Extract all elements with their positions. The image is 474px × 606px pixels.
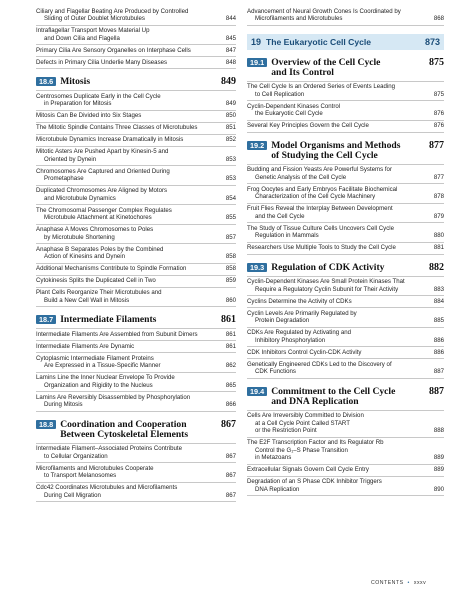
- entry-title-line: CDKs Are Regulated by Activating and: [247, 329, 351, 336]
- toc-entry: [247, 121, 444, 133]
- entry-title: [36, 277, 220, 285]
- entry-title: [36, 148, 220, 163]
- entry-title-line: Cyclin-Dependent Kinases Control: [247, 102, 341, 110]
- entry-page-number: 883: [433, 285, 444, 293]
- entry-title: [36, 374, 220, 389]
- section-page-number: 849: [221, 76, 236, 87]
- section-heading: [36, 73, 236, 91]
- section-title-line: Coordination and Cooperation: [60, 418, 187, 430]
- entry-title: [36, 465, 220, 480]
- entry-title: [247, 310, 428, 325]
- toc-entry: [36, 205, 236, 225]
- entry-title: [247, 225, 428, 240]
- entry-title-continued: Microtubule Attachment at Kinetochores: [44, 214, 152, 221]
- toc-entry: [36, 483, 236, 503]
- entry-title-line: Defects in Primary Cilia Underlie Many Diseases: [36, 58, 168, 66]
- entry-title-continued: by Microtubule Shortening: [44, 233, 115, 241]
- entry-title-continued: During Mitosis: [44, 401, 83, 408]
- entry-title-continued: in Preparation for Mitosis: [44, 100, 112, 107]
- section-heading: [36, 416, 236, 444]
- section-number-badge: 19.3: [247, 263, 267, 272]
- entry-title-continued: Genetic Analysis of the Cell Cycle: [255, 173, 347, 181]
- section-title: [271, 263, 429, 273]
- entry-title-continued: and the Cell Cycle: [255, 212, 305, 220]
- section-title: [60, 77, 221, 87]
- toc-entry: [247, 347, 444, 359]
- entry-title-line: Microfilaments and Microtubules Cooperate: [36, 464, 154, 472]
- entry-page-number: 844: [225, 15, 236, 22]
- entry-title-continued: Prometaphase: [44, 175, 84, 182]
- entry-title-continued: Require a Regulatory Cyclin Subunit for Their Activity: [255, 285, 399, 293]
- entry-page-number: 853: [225, 155, 236, 163]
- chapter-number: 19: [251, 36, 262, 47]
- entry-title-continued: and Down Cilia and Flagella: [44, 34, 120, 42]
- section-page-number: 887: [429, 385, 444, 397]
- chapter-banner: [247, 34, 444, 50]
- section-title-continued: Between Cytoskeletal Elements: [60, 428, 189, 440]
- entry-title-line: Lamins Are Reversibly Disassembled by Phosphorylation: [36, 393, 191, 401]
- entry-title-continued: in Metazoans: [255, 454, 292, 461]
- toc-entry: [36, 373, 236, 393]
- toc-entry: [36, 186, 236, 206]
- right-column: [247, 6, 444, 496]
- entry-page-number: 878: [433, 193, 444, 200]
- entry-title: [36, 112, 220, 120]
- entry-title: [36, 484, 220, 499]
- section-title-line: Mitosis: [60, 76, 91, 87]
- entry-title: [36, 168, 220, 183]
- toc-entry: [247, 82, 444, 102]
- entry-page-number: 881: [433, 244, 444, 251]
- entry-title-continued: Oriented by Dynein: [44, 155, 97, 163]
- toc-entry: [36, 353, 236, 373]
- toc-entry: [247, 277, 444, 297]
- entry-title: [247, 412, 428, 435]
- entry-title-line: Extracellular Signals Govern Cell Cycle Entry: [247, 466, 369, 473]
- entry-title-line: Additional Mechanisms Contribute to Spindle Formation: [36, 265, 187, 272]
- section-title-line: Regulation of CDK Activity: [271, 261, 385, 273]
- footer-label: CONTENTS: [371, 580, 404, 586]
- entry-title-continued: at a Cell Cycle Point Called START: [255, 419, 350, 427]
- entry-page-number: 857: [225, 233, 236, 241]
- entry-title: [247, 361, 428, 376]
- toc-entry: [36, 123, 236, 135]
- toc-entry: [247, 184, 444, 204]
- entry-title: [247, 244, 428, 252]
- entry-page-number: 853: [225, 175, 236, 182]
- entry-title: [247, 8, 428, 23]
- section-title: [60, 315, 221, 325]
- toc-entry: [247, 359, 444, 379]
- entry-title-line: The Study of Tissue Culture Cells Uncovers Cell Cycle: [247, 224, 394, 232]
- entry-title-continued: the Eukaryotic Cell Cycle: [255, 110, 323, 117]
- entry-page-number: 885: [433, 317, 444, 324]
- entry-page-number: 886: [433, 348, 444, 356]
- entry-title-line: The Cell Cycle Is an Ordered Series of Events Leading: [247, 83, 396, 90]
- entry-title-line: Cytoplasmic Intermediate Filament Proteins: [36, 354, 154, 362]
- entry-page-number: 862: [225, 362, 236, 369]
- entry-page-number: 890: [433, 485, 444, 493]
- toc-entry: [36, 329, 236, 341]
- entry-title-line: Primary Cilia Are Sensory Organelles on Interphase Cells: [36, 46, 191, 54]
- toc-entry: [247, 411, 444, 438]
- section-heading: [247, 383, 444, 411]
- toc-entry: [247, 204, 444, 224]
- entry-title-line: Duplicated Chromosomes Are Aligned by Motors: [36, 187, 168, 194]
- entry-title-line: The E2F Transcription Factor and Its Regulator Rb: [247, 439, 384, 446]
- entry-title-continued: Sliding of Outer Doublet Microtubules: [44, 15, 145, 22]
- entry-title: [247, 83, 428, 98]
- entry-title: [36, 8, 220, 23]
- section-heading: [36, 311, 236, 329]
- entry-title-line: Intraflagellar Transport Moves Material Up: [36, 27, 150, 34]
- entry-page-number: 889: [433, 466, 444, 473]
- entry-title: [36, 445, 220, 460]
- toc-entry: [247, 465, 444, 477]
- section-title-continued: and Its Control: [271, 66, 334, 78]
- entry-page-number: 854: [225, 194, 236, 202]
- entry-page-number: 850: [225, 112, 236, 119]
- entry-title-continued: Protein Degradation: [255, 317, 310, 324]
- entry-title-line: Anaphase A Moves Chromosomes to Poles: [36, 226, 154, 233]
- toc-entry: [247, 243, 444, 255]
- section-title-line: Model Organisms and Methods: [271, 139, 401, 151]
- entry-title: [36, 27, 220, 42]
- entry-title-continued: Build a New Cell Wall in Mitosis: [44, 296, 130, 304]
- section-number-badge: 19.2: [247, 141, 267, 150]
- entry-title: [36, 136, 220, 144]
- toc-entry: [36, 276, 236, 288]
- entry-title-continued: DNA Replication: [255, 485, 300, 493]
- entry-title-line: Budding and Fission Yeasts Are Powerful Systems for: [247, 166, 392, 173]
- entry-title-line: Cyclin-Dependent Kinases Are Small Protein Kinases That: [247, 278, 405, 285]
- entry-page-number: 860: [225, 296, 236, 304]
- entry-title-line: Fruit Flies Reveal the Interplay Between Development: [247, 205, 393, 212]
- entry-page-number: 845: [225, 34, 236, 42]
- entry-title: [247, 349, 428, 357]
- entry-title: [36, 47, 220, 55]
- entry-title-continued: Are Expressed in a Tissue-Specific Manner: [44, 362, 161, 369]
- toc-entry: [36, 264, 236, 276]
- entry-title-line: Advancement of Neural Growth Cones Is Coordinated by: [247, 7, 401, 15]
- entry-page-number: 859: [225, 277, 236, 284]
- toc-entry: [36, 444, 236, 464]
- toc-entry: [36, 392, 236, 412]
- entry-title-continued: During Cell Migration: [44, 491, 101, 499]
- entry-title: [247, 103, 428, 118]
- section-number-badge: 19.1: [247, 58, 267, 67]
- section-title-continued: and DNA Replication: [271, 395, 359, 407]
- section-number-badge: 18.8: [36, 420, 56, 429]
- entry-page-number: 865: [225, 381, 236, 389]
- entry-title-continued: Control the G₁–S Phase Transition: [255, 446, 348, 454]
- entry-title: [247, 122, 428, 130]
- entry-title-line: Intermediate Filament–Associated Proteins Contribute: [36, 445, 182, 452]
- entry-title-continued: to Cell Replication: [255, 90, 305, 98]
- entry-page-number: 866: [225, 401, 236, 408]
- entry-title-line: Mitotic Asters Are Pushed Apart by Kinesin-5 and: [36, 148, 169, 155]
- entry-page-number: 858: [225, 253, 236, 260]
- entry-title: [36, 93, 220, 108]
- toc-entry: [247, 296, 444, 308]
- section-title: [60, 420, 221, 440]
- toc-entry: [36, 166, 236, 186]
- chapter-page-number: 873: [424, 36, 440, 47]
- entry-title-line: Plant Cells Reorganize Their Microtubules and: [36, 289, 162, 296]
- section-title-line: Commitment to the Cell Cycle: [271, 385, 396, 397]
- entry-title-line: Researchers Use Multiple Tools to Study the Cell Cycle: [247, 244, 396, 251]
- entry-title-continued: Characterization of the Cell Cycle Machinery: [255, 193, 376, 200]
- toc-entry: [36, 463, 236, 483]
- toc-entry: [247, 328, 444, 348]
- entry-title-continued: Microfilaments and Microtubules: [255, 15, 343, 22]
- section-title: [271, 387, 429, 407]
- entry-title: [247, 329, 428, 344]
- entry-title-line: Cells Are Irreversibly Committed to Division: [247, 412, 364, 419]
- entry-page-number: 876: [433, 110, 444, 117]
- entry-page-number: 867: [225, 472, 236, 479]
- entry-title: [36, 59, 220, 67]
- entry-page-number: 868: [433, 15, 444, 22]
- entry-title-continued: or the Restriction Point: [255, 427, 317, 434]
- entry-page-number: 880: [433, 232, 444, 239]
- entry-page-number: 855: [225, 214, 236, 221]
- section-page-number: 875: [429, 56, 444, 68]
- entry-title-line: Centrosomes Duplicate Early in the Cell Cycle: [36, 92, 161, 100]
- entry-page-number: 884: [433, 297, 444, 305]
- entry-title-line: Ciliary and Flagellar Beating Are Produced by Controlled: [36, 7, 189, 15]
- toc-entry: [247, 477, 444, 497]
- toc-entry: [36, 288, 236, 308]
- section-number-badge: 18.7: [36, 315, 56, 324]
- entry-page-number: 858: [225, 265, 236, 272]
- toc-entry: [247, 308, 444, 328]
- entry-title-continued: Inhibitory Phosphorylation: [255, 336, 326, 344]
- toc-entry: [36, 26, 236, 46]
- section-title-line: Intermediate Filaments: [60, 314, 157, 325]
- entry-page-number: 861: [225, 342, 236, 350]
- entry-page-number: 887: [433, 368, 444, 375]
- entry-title-line: Frog Oocytes and Early Embryos Facilitate Biochemical: [247, 185, 398, 193]
- entry-title: [36, 207, 220, 222]
- entry-title: [247, 166, 428, 181]
- entry-page-number: 848: [225, 58, 236, 66]
- footer-bullet: •: [407, 580, 410, 586]
- entry-title-line: Mitosis Can Be Divided into Six Stages: [36, 112, 142, 119]
- page-footer: [371, 580, 426, 586]
- entry-page-number: 861: [225, 330, 236, 338]
- entry-page-number: 867: [225, 491, 236, 499]
- entry-title: [36, 343, 220, 351]
- entry-title-line: Intermediate Filaments Are Dynamic: [36, 342, 135, 350]
- entry-title-line: CDK Inhibitors Control Cyclin-CDK Activity: [247, 348, 362, 356]
- entry-title: [36, 246, 220, 261]
- entry-title-continued: Organization and Rigidity to the Nucleus: [44, 381, 153, 389]
- entry-title-line: Several Key Principles Govern the Cell Cycle: [247, 122, 369, 129]
- toc-entry: [247, 6, 444, 26]
- entry-page-number: 889: [433, 454, 444, 461]
- toc-entry: [36, 91, 236, 111]
- entry-page-number: 876: [433, 122, 444, 129]
- entry-title-line: Intermediate Filaments Are Assembled from Subunit Dimers: [36, 330, 198, 338]
- section-page-number: 867: [221, 418, 236, 430]
- entry-title-line: Degradation of an S Phase CDK Inhibitor Triggers: [247, 478, 382, 485]
- entry-title-line: Anaphase B Separates Poles by the Combined: [36, 245, 164, 253]
- entry-page-number: 888: [433, 427, 444, 434]
- entry-title-line: Lamins Line the Inner Nuclear Envelope To Provide: [36, 374, 175, 381]
- toc-entry: [36, 341, 236, 353]
- entry-title: [36, 187, 220, 202]
- toc-entry: [36, 135, 236, 147]
- entry-page-number: 849: [225, 100, 236, 107]
- page-number: xxxv: [413, 580, 427, 586]
- entry-title-line: The Chromosomal Passenger Complex Regulates: [36, 206, 172, 214]
- section-heading: [247, 54, 444, 82]
- entry-title: [36, 394, 220, 409]
- entry-title-continued: CDK Functions: [255, 368, 296, 375]
- section-page-number: 877: [429, 139, 444, 151]
- entry-title-continued: and Microtubule Dynamics: [44, 194, 116, 202]
- entry-page-number: 847: [225, 46, 236, 54]
- entry-page-number: 852: [225, 136, 236, 143]
- entry-page-number: 875: [433, 90, 444, 98]
- entry-title: [36, 124, 220, 132]
- entry-title-continued: Regulation in Mammals: [255, 232, 319, 239]
- entry-page-number: 886: [433, 336, 444, 344]
- toc-entry: [247, 101, 444, 121]
- entry-title-continued: to Transport Melanosomes: [44, 472, 117, 479]
- entry-title: [36, 265, 220, 273]
- toc-entry: [36, 45, 236, 57]
- entry-title: [36, 355, 220, 370]
- entry-title-line: Cyclins Determine the Activity of CDKs: [247, 297, 352, 305]
- section-page-number: 882: [429, 261, 444, 273]
- section-title-line: Overview of the Cell Cycle: [271, 56, 381, 68]
- entry-title-line: Cytokinesis Splits the Duplicated Cell in Two: [36, 277, 156, 284]
- toc-entry: [247, 223, 444, 243]
- entry-title: [247, 205, 428, 220]
- section-page-number: 861: [221, 314, 236, 325]
- toc-entry: [36, 225, 236, 245]
- entry-title: [247, 278, 428, 293]
- toc-entry: [247, 165, 444, 185]
- section-heading: [247, 259, 444, 277]
- entry-title-line: The Mitotic Spindle Contains Three Classes of Microtubules: [36, 124, 198, 131]
- entry-title-line: Chromosomes Are Captured and Oriented During: [36, 167, 170, 175]
- chapter-title: The Eukaryotic Cell Cycle: [266, 36, 372, 47]
- entry-page-number: 877: [433, 173, 444, 181]
- entry-title: [247, 298, 428, 306]
- entry-title: [36, 226, 220, 241]
- toc-entry: [36, 244, 236, 264]
- entry-title: [247, 439, 428, 462]
- section-number-badge: 19.4: [247, 387, 267, 396]
- section-title: [271, 141, 429, 161]
- section-number-badge: 18.6: [36, 77, 56, 86]
- entry-title: [247, 478, 428, 493]
- entry-title: [36, 289, 220, 304]
- entry-title-continued: Action of Kinesins and Dynein: [44, 253, 125, 260]
- toc-entry: [36, 6, 236, 26]
- section-title-continued: of Studying the Cell Cycle: [271, 149, 378, 161]
- entry-title-line: Genetically Engineered CDKs Led to the Discovery of: [247, 360, 392, 368]
- entry-page-number: 879: [433, 212, 444, 220]
- entry-title: [36, 331, 220, 339]
- entry-page-number: 851: [225, 124, 236, 131]
- section-title: [271, 58, 429, 78]
- entry-page-number: 867: [225, 452, 236, 460]
- entry-title-line: Cdc42 Coordinates Microtubules and Microfilaments: [36, 484, 178, 491]
- toc-entry: [36, 111, 236, 123]
- entry-title: [247, 186, 428, 201]
- entry-title-line: Cyclin Levels Are Primarily Regulated by: [247, 309, 357, 317]
- section-heading: [247, 137, 444, 165]
- left-column: [36, 6, 236, 502]
- entry-title-continued: to Cellular Organization: [44, 452, 108, 460]
- toc-entry: [36, 57, 236, 69]
- entry-title-line: Microtubule Dynamics Increase Dramatically in Mitosis: [36, 136, 184, 143]
- toc-entry: [247, 438, 444, 465]
- entry-title: [247, 466, 428, 474]
- toc-entry: [36, 147, 236, 167]
